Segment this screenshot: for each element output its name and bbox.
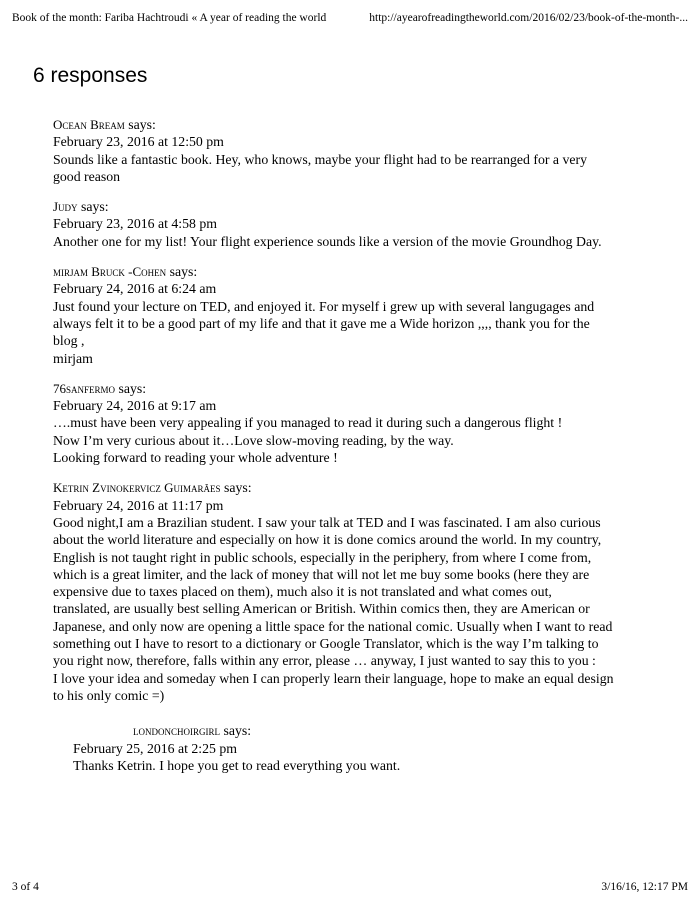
comment-author[interactable]: Ketrin Zvinokervicz Guimarães — [53, 480, 221, 496]
comment-text — [53, 414, 653, 466]
says-label: says: — [169, 264, 198, 280]
comment-line: Looking forward to reading your whole adventure ! — [53, 450, 338, 466]
comment-line: expensive due to taxes placed on them), much also it is not translated and what comes out, — [53, 584, 552, 600]
comment-text — [53, 233, 653, 250]
comment-date[interactable]: February 25, 2016 at 2:25 pm — [73, 740, 238, 756]
comment-meta — [53, 116, 653, 133]
comment — [53, 198, 653, 250]
comment — [53, 263, 653, 367]
comment-date[interactable]: February 23, 2016 at 4:58 pm — [53, 216, 218, 232]
comment-author[interactable]: mirjam Bruck -Cohen — [53, 264, 167, 280]
page-url: http://ayearofreadingtheworld.com/2016/02/23/book-of-the-month-... — [369, 12, 688, 24]
print-header — [12, 10, 688, 26]
comment-text — [53, 151, 653, 186]
comment-author[interactable]: Ocean Bream — [53, 117, 125, 132]
says-label: says: — [81, 199, 109, 215]
says-label: says: — [223, 723, 252, 739]
comment-date[interactable]: February 24, 2016 at 6:24 am — [53, 281, 217, 297]
comment-line: Japanese, and only now are opening a little space for the national comic. Usually when I want to read — [53, 618, 613, 634]
comment-line: Good night,I am a Brazilian student. I saw your talk at TED and I was fascinated. I am also curious — [53, 514, 601, 530]
comment — [53, 479, 653, 774]
comment-text — [73, 757, 653, 774]
comment-list — [53, 116, 653, 787]
comment-line: something out I have to resort to a dictionary or Google Translator, which is the way I’m talking to — [53, 636, 599, 652]
comment-author[interactable]: Judy — [53, 199, 78, 215]
comment-meta — [53, 479, 653, 496]
comment-line: translated, are usually best selling American or British. Within comics then, they are American or — [53, 601, 590, 617]
comment-text — [53, 298, 653, 367]
comment-author[interactable]: 76sanfermo — [53, 380, 116, 396]
comment-meta — [53, 198, 653, 215]
comment-line: to his only comic =) — [53, 687, 165, 703]
comment-text — [53, 514, 653, 704]
comment-line: Sounds like a fantastic book. Hey, who knows, maybe your flight had to be rearranged for a very — [53, 151, 587, 167]
comment-line: Now I’m very curious about it…Love slow-moving reading, by the way. — [53, 432, 454, 448]
comment-line: good reason — [53, 168, 121, 184]
reply-comment — [73, 722, 653, 774]
says-label: says: — [223, 480, 252, 496]
comment-line: you right now, therefore, falls within any error, please … anyway, I just wanted to say this to you : — [53, 653, 596, 669]
says-label: says: — [118, 380, 147, 396]
comment-line: English is not taught right in public schools, especially in the periphery, from where I come from, — [53, 549, 592, 565]
comment — [53, 380, 653, 466]
comment-line: ….must have been very appealing if you managed to read it during such a dangerous flight ! — [53, 415, 563, 431]
comment-meta — [53, 263, 653, 280]
responses-heading: 6 responses — [33, 64, 148, 87]
comment-date[interactable]: February 24, 2016 at 9:17 am — [53, 398, 217, 414]
comment-line: Thanks Ketrin. I hope you get to read everything you want. — [73, 757, 401, 773]
comment-meta — [53, 380, 653, 397]
comment-line: which is a great limiter, and the lack of money that will not let me buy some books (here they are — [53, 566, 590, 582]
comment-line: about the world literature and especially on how it is done comics around the world. In my country, — [53, 532, 602, 548]
comment-line: always felt it to be a good part of my life and that it gave me a Wide horizon ,,,, thank you for the — [53, 315, 590, 331]
comment-line: Just found your lecture on TED, and enjoyed it. For myself i grew up with several langugages and — [53, 298, 595, 314]
comment-date[interactable]: February 23, 2016 at 12:50 pm — [53, 134, 224, 150]
comment — [53, 116, 653, 185]
comment-line: I love your idea and someday when I can properly learn their language, hope to make an equal design — [53, 670, 614, 686]
comment-author[interactable]: londonchoirgirl — [133, 723, 220, 739]
print-footer — [12, 879, 688, 895]
print-datetime: 3/16/16, 12:17 PM — [601, 881, 688, 893]
page-title: Book of the month: Fariba Hachtroudi « A year of reading the world — [12, 12, 327, 24]
comment-line: mirjam — [53, 350, 93, 366]
comment-date[interactable]: February 24, 2016 at 11:17 pm — [53, 497, 224, 513]
says-label: says: — [128, 117, 156, 132]
comment-line: Another one for my list! Your flight experience sounds like a version of the movie Groundhog Day. — [53, 233, 602, 249]
comment-line: blog , — [53, 333, 85, 349]
page-number: 3 of 4 — [12, 881, 39, 893]
comment-meta — [73, 722, 653, 739]
